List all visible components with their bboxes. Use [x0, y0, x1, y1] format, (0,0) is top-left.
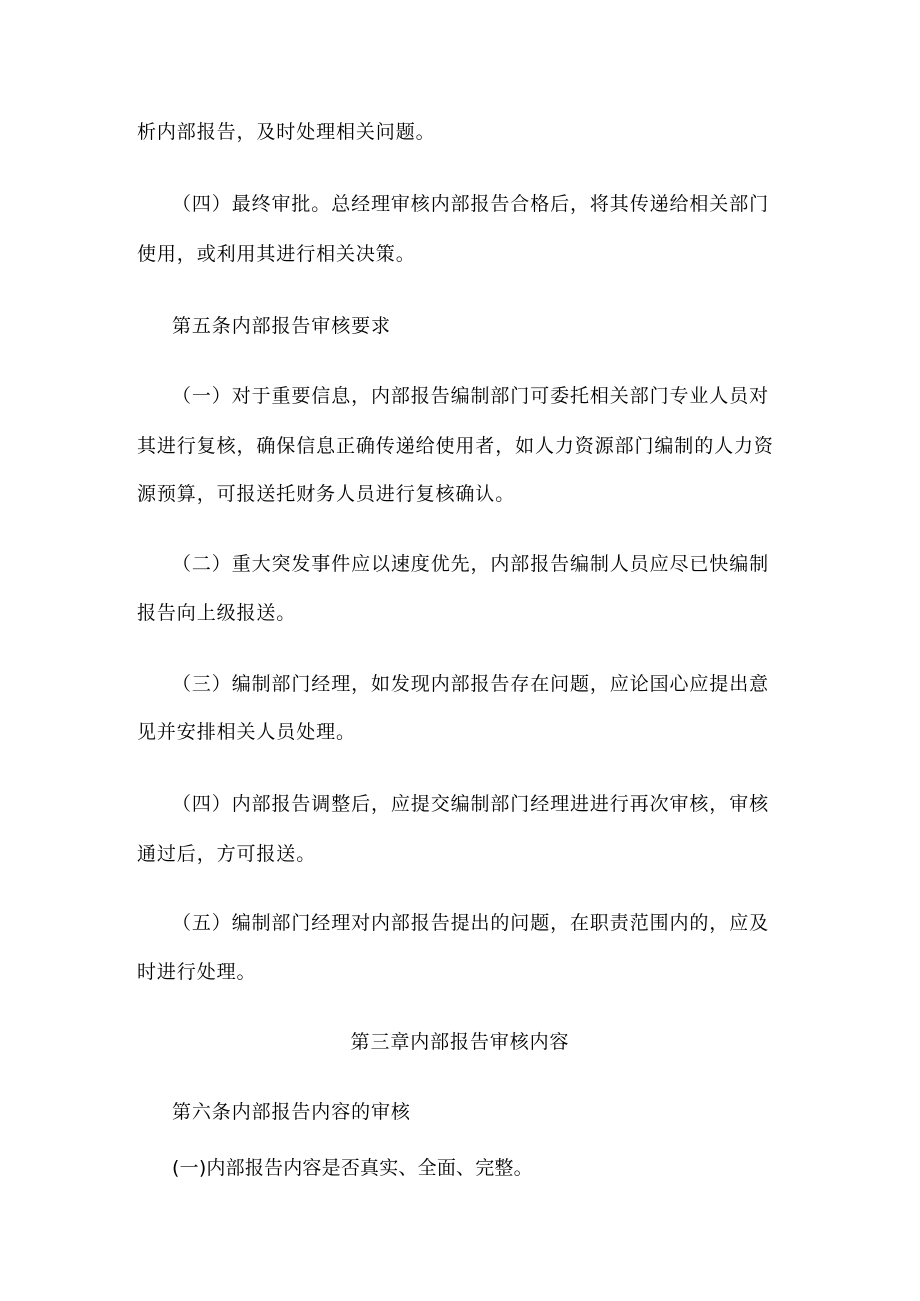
paragraph-line-manager-handling: （五）编制部门经理对内部报告提出的问题，在职责范围内的，应及: [172, 912, 770, 934]
article-5-heading: 第五条内部报告审核要求: [172, 315, 391, 337]
paragraph-line-manager-issue: （三）编制部门经理，如发现内部报告存在问题，应论国心应提出意: [172, 673, 770, 695]
paragraph-line-adjustment-cont: 通过后，方可报送。: [137, 843, 317, 865]
paragraph-line-content-check: (一)内部报告内容是否真实、全面、完整。: [172, 1157, 533, 1179]
paragraph-line-final-approval-cont: 使用，或利用其进行相关决策。: [137, 243, 416, 265]
paragraph-line-emergency-cont: 报告向上级报送。: [137, 602, 297, 624]
paragraph-line-important-info-cont2: 源预算，可报送托财务人员进行复核确认。: [137, 483, 516, 505]
paragraph-line-emergency: （二）重大突发事件应以速度优先，内部报告编制人员应尽已快编制: [172, 553, 770, 575]
paragraph-line-important-info: （一）对于重要信息，内部报告编制部门可委托相关部门专业人员对: [172, 385, 770, 407]
paragraph-line-final-approval: （四）最终审批。总经理审核内部报告合格后，将其传递给相关部门: [172, 193, 770, 215]
paragraph-line-important-info-cont1: 其进行复核，确保信息正确传递给使用者，如人力资源部门编制的人力资: [137, 435, 774, 457]
paragraph-line-adjustment: （四）内部报告调整后，应提交编制部门经理进进行再次审核，审核: [172, 793, 770, 815]
paragraph-line-manager-issue-cont: 见并安排相关人员处理。: [137, 721, 356, 743]
chapter-3-heading: 第三章内部报告审核内容: [350, 1031, 570, 1053]
article-6-heading: 第六条内部报告内容的审核: [172, 1101, 411, 1123]
paragraph-line-manager-handling-cont: 时进行处理。: [137, 961, 257, 983]
paragraph-line-continuation: 析内部报告，及时处理相关问题。: [137, 121, 436, 143]
